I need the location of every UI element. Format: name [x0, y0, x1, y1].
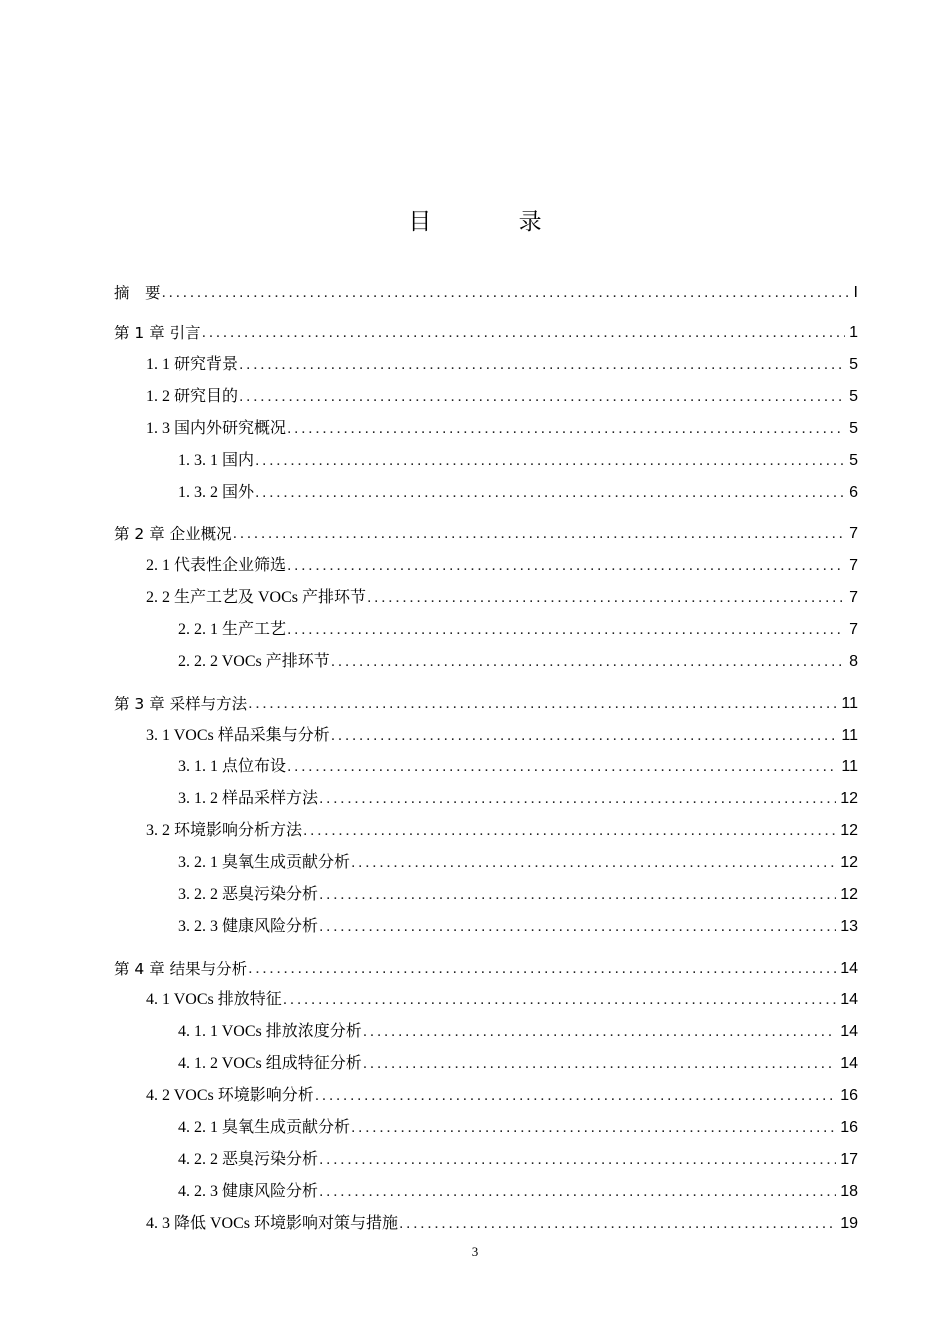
toc-page-number: 19	[840, 1215, 858, 1232]
toc-entry[interactable]	[178, 476, 858, 504]
toc-leader-dots	[287, 619, 845, 641]
toc-entry[interactable]	[114, 687, 858, 715]
toc-entry[interactable]	[114, 517, 858, 545]
toc-leader-dots	[255, 450, 845, 472]
toc-leader-dots	[233, 523, 845, 545]
toc-entry[interactable]	[178, 1143, 858, 1171]
toc-entry[interactable]	[114, 276, 858, 304]
toc-entry[interactable]	[114, 316, 858, 344]
toc-entry-label: 2. 2. 1 生产工艺	[178, 621, 287, 638]
toc-leader-dots	[315, 1085, 836, 1107]
toc-entry[interactable]	[178, 1015, 858, 1043]
toc-entry-label: 第 2 章 企业概况	[114, 525, 232, 543]
toc-entry[interactable]	[146, 549, 858, 577]
toc-page-number: 11	[841, 758, 858, 775]
toc-entry-label: 3. 2. 1 臭氧生成贡献分析	[178, 854, 351, 871]
toc-leader-dots	[202, 322, 845, 344]
toc-entry[interactable]	[178, 1175, 858, 1203]
toc-entry[interactable]	[146, 983, 858, 1011]
toc-entry-label: 摘 要	[114, 284, 161, 302]
toc-entry[interactable]	[178, 1111, 858, 1139]
toc-entry-label: 第 3 章 采样与方法	[114, 695, 248, 713]
toc-entry-label: 2. 1 代表性企业筛选	[146, 557, 287, 574]
toc-entry-label: 3. 1 VOCs 样品采集与分析	[146, 727, 330, 744]
toc-entry-label: 1. 3. 1 国内	[178, 452, 255, 469]
toc-page-number: 5	[849, 388, 858, 405]
toc-leader-dots	[248, 958, 836, 980]
toc-page-number: 5	[849, 356, 858, 373]
toc-leader-dots	[283, 989, 836, 1011]
toc-page-number: 7	[849, 557, 858, 574]
toc-entry-label: 3. 2. 2 恶臭污染分析	[178, 886, 319, 903]
toc-page-number: 13	[840, 918, 858, 935]
toc-leader-dots	[331, 651, 845, 673]
toc-entry[interactable]	[178, 444, 858, 472]
toc-entry-label: 2. 2. 2 VOCs 产排环节	[178, 653, 330, 670]
toc-page-number: 12	[840, 886, 858, 903]
toc-entry-label: 3. 2. 3 健康风险分析	[178, 918, 319, 935]
toc-page-number: 12	[840, 790, 858, 807]
toc-page-number: 16	[840, 1087, 858, 1104]
toc-entry[interactable]	[178, 613, 858, 641]
toc-page-number: 14	[840, 960, 858, 977]
toc-leader-dots	[287, 418, 845, 440]
toc-entry-label: 4. 1. 2 VOCs 组成特征分析	[178, 1055, 362, 1072]
toc-page-number: 5	[849, 452, 858, 469]
toc-entry-label: 4. 1. 1 VOCs 排放浓度分析	[178, 1023, 362, 1040]
toc-entry-label: 第 4 章 结果与分析	[114, 960, 248, 978]
toc-page-number: 16	[840, 1119, 858, 1136]
toc-entry-label: 第 1 章 引言	[114, 324, 201, 342]
toc-page-number: 11	[841, 727, 858, 744]
toc-leader-dots	[287, 756, 837, 778]
toc-entry[interactable]	[146, 348, 858, 376]
toc-entry[interactable]	[178, 846, 858, 874]
toc-entry-label: 3. 1. 2 样品采样方法	[178, 790, 319, 807]
toc-page-number: 12	[840, 854, 858, 871]
footer-page-number: 3	[471, 1244, 479, 1259]
toc-entry-label: 1. 3. 2 国外	[178, 484, 255, 501]
toc-leader-dots	[303, 820, 836, 842]
toc-page-number: 7	[849, 621, 858, 638]
toc-leader-dots	[239, 386, 845, 408]
toc-entry-label: 1. 3 国内外研究概况	[146, 420, 287, 437]
toc-entry[interactable]	[146, 581, 858, 609]
toc-entry[interactable]	[178, 750, 858, 778]
toc-page-number: 5	[849, 420, 858, 437]
toc-entry[interactable]	[178, 782, 858, 810]
page-title: 目 录	[408, 209, 582, 235]
toc-leader-dots	[363, 1053, 836, 1075]
toc-page-number: 14	[840, 991, 858, 1008]
toc-page-number: 12	[840, 822, 858, 839]
toc-entry-label: 3. 2 环境影响分析方法	[146, 822, 303, 839]
toc-entry-label: 4. 1 VOCs 排放特征	[146, 991, 282, 1008]
toc-page-number: 7	[849, 589, 858, 606]
toc-leader-dots	[239, 354, 845, 376]
toc-entry-label: 2. 2 生产工艺及 VOCs 产排环节	[146, 589, 367, 606]
toc-leader-dots	[367, 587, 845, 609]
toc-page-number: 7	[849, 525, 858, 542]
toc-entry-label: 4. 3 降低 VOCs 环境影响对策与措施	[146, 1215, 399, 1232]
toc-entry-label: 3. 1. 1 点位布设	[178, 758, 287, 775]
toc-page-number: 14	[840, 1023, 858, 1040]
toc-entry-label: 4. 2. 3 健康风险分析	[178, 1183, 319, 1200]
toc-leader-dots	[319, 788, 836, 810]
toc-leader-dots	[319, 916, 836, 938]
toc-entry-label: 1. 1 研究背景	[146, 356, 239, 373]
toc-entry[interactable]	[178, 645, 858, 673]
toc-entry[interactable]	[146, 1079, 858, 1107]
toc-page-number: 1	[849, 324, 858, 341]
toc-leader-dots	[363, 1021, 836, 1043]
toc-entry[interactable]	[146, 380, 858, 408]
toc-entry-label: 4. 2 VOCs 环境影响分析	[146, 1087, 314, 1104]
toc-leader-dots	[255, 482, 845, 504]
toc-leader-dots	[399, 1213, 836, 1235]
toc-leader-dots	[248, 693, 837, 715]
toc-page-number: 17	[840, 1151, 858, 1168]
toc-page-number: 14	[840, 1055, 858, 1072]
toc-entry[interactable]	[146, 719, 858, 747]
toc-entry[interactable]	[146, 814, 858, 842]
toc-leader-dots	[287, 555, 845, 577]
toc-entry[interactable]	[114, 952, 858, 980]
toc-page-number: 6	[849, 484, 858, 501]
toc-leader-dots	[162, 282, 850, 304]
toc-entry[interactable]	[146, 1207, 858, 1235]
toc-leader-dots	[351, 852, 836, 874]
toc-leader-dots	[351, 1117, 836, 1139]
toc-entry[interactable]	[178, 1047, 858, 1075]
toc-entry[interactable]	[178, 878, 858, 906]
toc-entry-label: 1. 2 研究目的	[146, 388, 239, 405]
toc-entry[interactable]	[146, 412, 858, 440]
toc-leader-dots	[319, 1149, 836, 1171]
toc-leader-dots	[331, 725, 838, 747]
toc-page-number: 11	[841, 695, 858, 712]
toc-entry[interactable]	[178, 910, 858, 938]
toc-page-number: 18	[840, 1183, 858, 1200]
toc-page-number: 8	[849, 653, 858, 670]
toc-leader-dots	[319, 884, 836, 906]
toc-leader-dots	[319, 1181, 836, 1203]
toc-entry-label: 4. 2. 1 臭氧生成贡献分析	[178, 1119, 351, 1136]
toc-entry-label: 4. 2. 2 恶臭污染分析	[178, 1151, 319, 1168]
toc-page-number: I	[853, 284, 858, 301]
